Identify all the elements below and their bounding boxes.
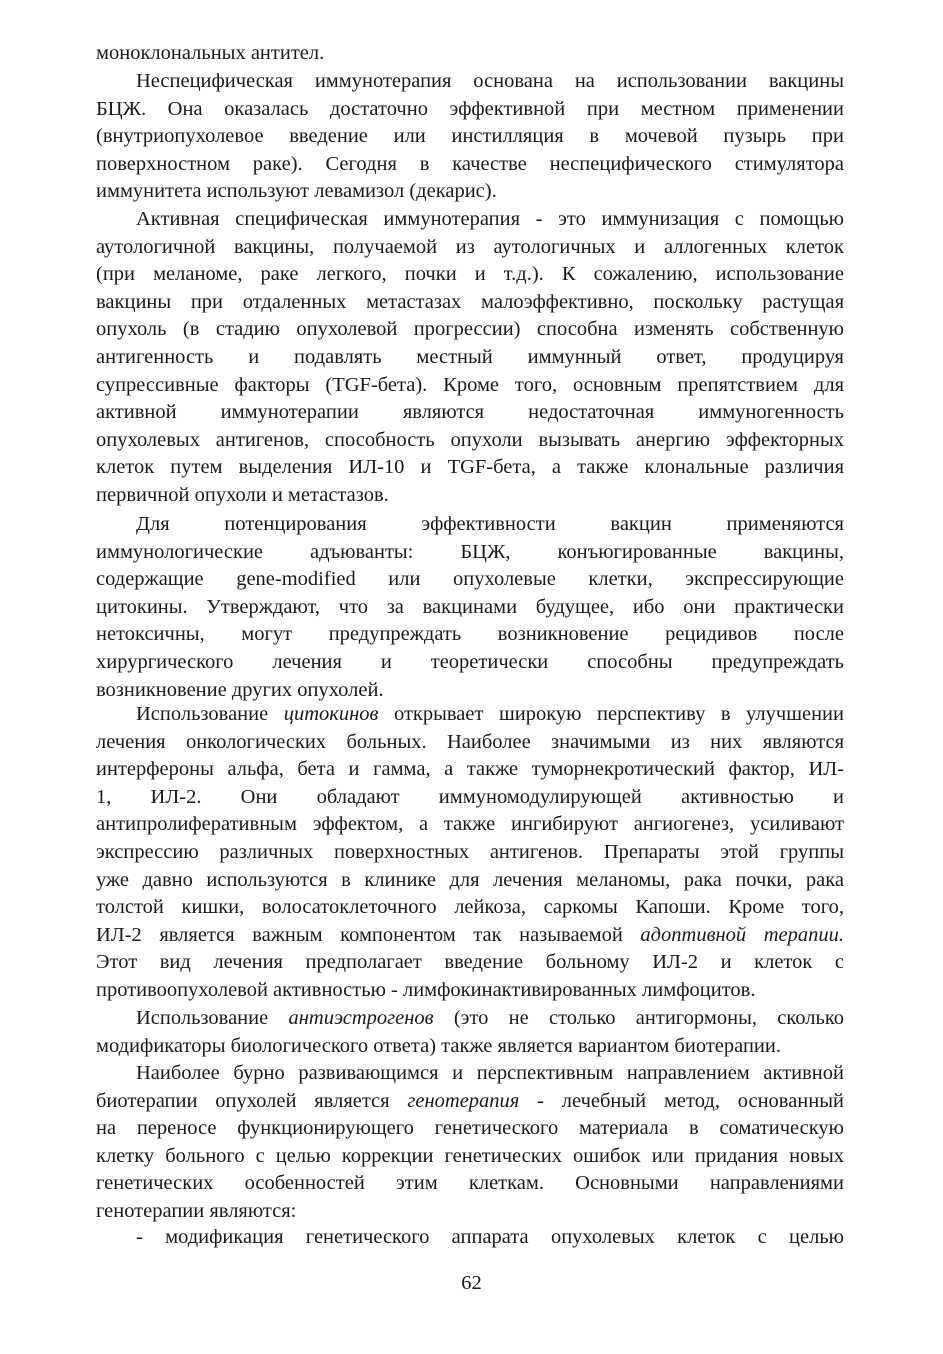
italic-term: цитокинов — [283, 703, 379, 725]
text-line — [96, 40, 844, 68]
text-line — [96, 649, 844, 677]
text-line — [96, 178, 844, 206]
text-line — [96, 289, 844, 317]
paragraph — [96, 701, 844, 1005]
text-line — [96, 1224, 844, 1252]
text-span: содержащие gene-modified или опухолевые клетки, экспрессирующие — [96, 568, 844, 591]
text-span: биотерапии опухолей является — [96, 1089, 408, 1112]
text-line — [96, 811, 844, 839]
text-line — [96, 316, 844, 344]
text-line — [96, 784, 844, 812]
text-span: хирургического лечения и теоретически способны предупреждать — [96, 650, 844, 673]
text-span: поверхностном раке). Сегодня в качестве неспецифического стимулятора — [96, 152, 844, 175]
text-span: Использование — [136, 703, 284, 725]
text-span: цитокины. Утверждают, что за вакцинами будущее, ибо они практически — [96, 595, 844, 618]
text-span: первичной опухоли и метастазов. — [96, 483, 389, 506]
text-line — [96, 1060, 844, 1088]
page-number: 62 — [461, 1272, 482, 1294]
text-line — [96, 123, 844, 151]
paragraph — [96, 1060, 844, 1226]
text-span: интерфероны альфа, бета и гамма, а также туморнекротический фактор, ИЛ- — [96, 758, 844, 781]
text-span: Этот вид лечения предполагает введение больному ИЛ-2 и клеток с — [96, 951, 844, 974]
text-line — [96, 427, 844, 455]
text-span: модификаторы биологического ответа) также является вариантом биотерапии. — [96, 1034, 781, 1057]
italic-term: адоптивной терапии. — [640, 923, 844, 946]
text-line — [96, 234, 844, 262]
text-span: опухолевых антигенов, способность опухоли вызывать анергию эффекторных — [96, 428, 844, 451]
text-line — [96, 511, 844, 539]
text-span: на переносе функционирующего генетического материала в соматическую — [96, 1117, 844, 1140]
text-span: - модификация генетического аппарата опухолевых клеток с целью — [136, 1226, 844, 1248]
paragraph — [96, 1005, 844, 1060]
text-line — [96, 566, 844, 594]
text-span: БЦЖ. Она оказалась достаточно эффективной при местном применении — [96, 97, 844, 120]
italic-term: антиэстрогенов — [288, 1007, 434, 1029]
text-span: супрессивные факторы (TGF-бета). Кроме того, основным препятствием для — [96, 373, 844, 396]
text-span: открывает широкую перспективу в улучшении — [378, 703, 844, 725]
text-span: опухоль (в стадию опухолевой прогрессии) способна изменять собственную — [96, 318, 844, 341]
text-span: вакцины при отдаленных метастазах малоэффективно, поскольку растущая — [96, 290, 844, 313]
text-line — [96, 839, 844, 867]
text-span: Неспецифическая иммунотерапия основана на использовании вакцины — [136, 70, 844, 92]
text-span: иммунологические адъюванты: БЦЖ, конъюгированные вакцины, — [96, 540, 844, 563]
italic-term: генотерапия — [407, 1089, 520, 1112]
text-span: - лечебный метод, основанный — [519, 1089, 844, 1112]
text-span: антигенность и подавлять местный иммунный ответ, продуцируя — [96, 345, 844, 368]
text-line — [96, 756, 844, 784]
text-line — [96, 1115, 844, 1143]
paragraph — [96, 68, 844, 206]
text-line — [96, 922, 844, 950]
text-line — [96, 261, 844, 289]
text-span: активной иммунотерапии являются недостаточная иммуногенность — [96, 401, 844, 424]
text-span: антипролиферативным эффектом, а также ингибируют ангиогенез, усиливают — [96, 813, 844, 836]
text-span: генотерапии являются: — [96, 1199, 297, 1222]
text-line — [96, 594, 844, 622]
text-line — [96, 949, 844, 977]
text-span: моноклональных антител. — [96, 42, 325, 64]
text-line — [96, 539, 844, 567]
text-span: Наиболее бурно развивающимся и перспективным направлением активной — [136, 1062, 844, 1084]
text-span: толстой кишки, волосатоклеточного лейкоза, саркомы Капоши. Кроме того, — [96, 896, 844, 919]
text-span: 1, ИЛ-2. Они обладают иммуномодулирующей активностью и — [96, 785, 844, 808]
text-span: ИЛ-2 является важным компонентом так называемой — [96, 923, 641, 946]
text-span: лечения онкологических больных. Наиболее значимыми из них являются — [96, 730, 844, 753]
text-line — [96, 977, 844, 1005]
text-line — [96, 1198, 844, 1226]
text-span: экспрессию различных поверхностных антигенов. Препараты этой группы — [96, 840, 844, 863]
text-span: (внутриопухолевое введение или инстилляция в мочевой пузырь при — [96, 125, 844, 148]
text-span: противоопухолевой активностью - лимфокинактивированных лимфоцитов. — [96, 978, 756, 1001]
paragraph — [96, 1224, 844, 1252]
text-line — [96, 68, 844, 96]
text-line — [96, 151, 844, 179]
text-line — [96, 894, 844, 922]
text-line — [96, 1005, 844, 1033]
text-span: Активная специфическая иммунотерапия - это иммунизация с помощью — [136, 208, 844, 230]
text-line — [96, 482, 844, 510]
text-line — [96, 206, 844, 234]
text-line — [96, 1170, 844, 1198]
text-line — [96, 372, 844, 400]
text-line — [96, 454, 844, 482]
text-span: (это не столько антигормоны, сколько — [433, 1007, 844, 1029]
text-span: Использование — [136, 1007, 289, 1029]
text-line — [96, 621, 844, 649]
text-span: аутологичной вакцины, получаемой из аутологичных и аллогенных клеток — [96, 235, 844, 258]
text-span: генетических особенностей этим клеткам. Основными направлениями — [96, 1172, 844, 1195]
text-span: клеток путем выделения ИЛ-10 и TGF-бета, а также клональные различия — [96, 456, 844, 479]
text-span: Для потенцирования эффективности вакцин применяются — [136, 513, 844, 535]
text-line — [96, 729, 844, 757]
text-line — [96, 1143, 844, 1171]
text-line — [96, 1088, 844, 1116]
text-line — [96, 1033, 844, 1061]
text-line — [96, 399, 844, 427]
text-span: нетоксичны, могут предупреждать возникновение рецидивов после — [96, 623, 844, 646]
text-line — [96, 344, 844, 372]
text-span: иммунитета используют левамизол (декарис). — [96, 180, 497, 203]
text-line — [96, 96, 844, 124]
text-line — [96, 867, 844, 895]
paragraph — [96, 206, 844, 510]
paragraph — [96, 511, 844, 704]
text-span: (при меланоме, раке легкого, почки и т.д.). К сожалению, использование — [96, 263, 844, 286]
text-span: возникновение других опухолей. — [96, 678, 384, 701]
text-span: клетку больного с целью коррекции генетических ошибок или придания новых — [96, 1144, 844, 1167]
text-line — [96, 701, 844, 729]
paragraph — [96, 40, 844, 68]
text-span: уже давно используются в клинике для лечения меланомы, рака почки, рака — [96, 868, 844, 891]
